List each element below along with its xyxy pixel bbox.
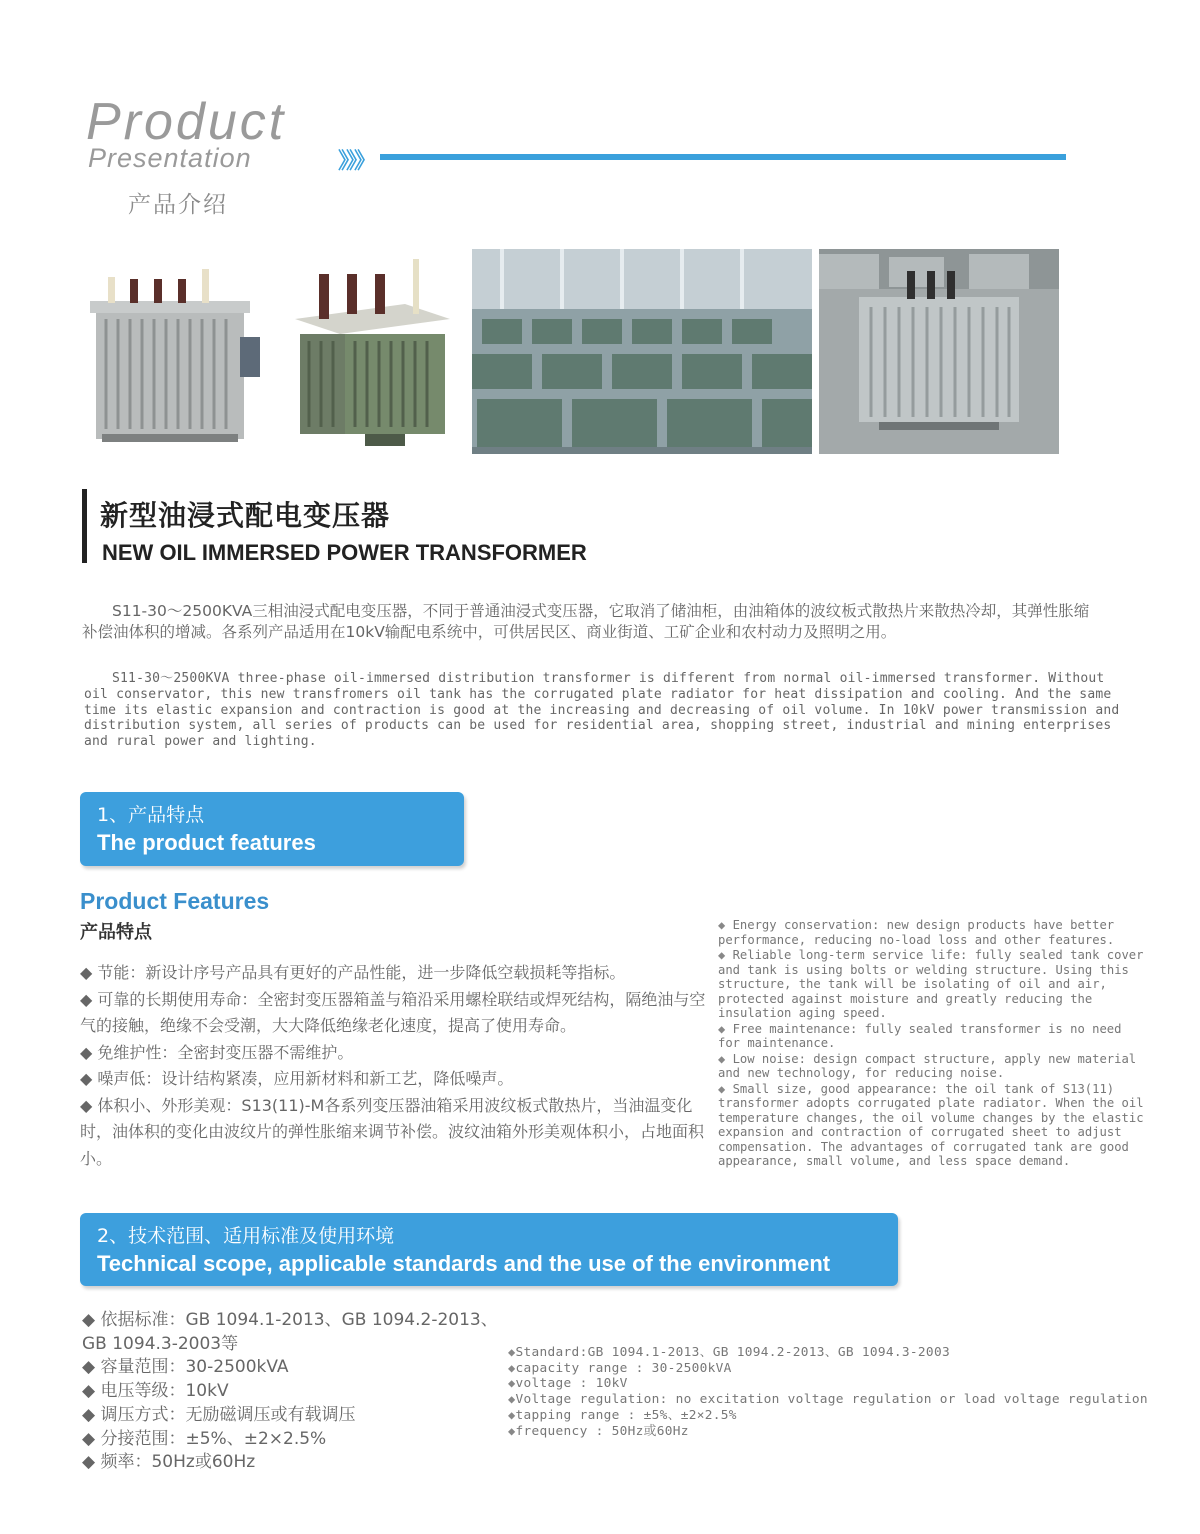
list-item: ◆Voltage regulation: no excitation voltage regulation or load voltage regulation: [508, 1392, 1148, 1408]
list-item: ◆ 调压方式：无励磁调压或有载调压: [82, 1404, 356, 1425]
diamond-bullet-icon: ◆: [508, 1407, 516, 1422]
list-item: ◆ 噪声低：设计结构紧凑，应用新材料和新工艺，降低噪声。: [80, 1069, 514, 1088]
product-title-cn: 新型油浸式配电变压器: [100, 499, 391, 532]
list-item: ◆capacity range : 30-2500kVA: [508, 1360, 732, 1376]
diamond-bullet-icon: ◆: [80, 1042, 93, 1062]
specs-list-cn: [82, 1309, 502, 1475]
features-list-cn: [80, 960, 710, 1172]
list-item: ◆ 分接范围：±5%、±2×2.5%: [82, 1428, 327, 1449]
list-item: ◆ Free maintenance: fully sealed transformer is no need for maintenance.: [718, 1021, 1122, 1050]
list-item: ◆tapping range : ±5%、±2×2.5%: [508, 1407, 737, 1423]
header-title-cn: 产品介绍: [128, 192, 228, 218]
list-item: ◆ Small size, good appearance: the oil tank of S13(11) transformer adopts corrugated plate radiator. When the oil temperature changes, the oil volume changes by the elastic expansion and contraction of corrugated sheet to adjust compensation. The advantages of corrugated tank are good appearance, small volume, and less space demand.: [718, 1081, 1144, 1168]
diamond-bullet-icon: ◆: [718, 1021, 726, 1036]
list-item: ◆ 体积小、外形美观：S13(11)-M各系列变压器油箱采用波纹板式散热片，当油温变化时，油体积的变化由波纹片的弹性胀缩来调节补偿。波纹油箱外形美观体积小，占地面积小。: [80, 1095, 705, 1168]
list-item: ◆Standard:GB 1094.1-2013、GB 1094.2-2013、GB 1094.3-2003: [508, 1345, 950, 1360]
section-header-technical: [80, 1213, 898, 1286]
product-title-en: NEW OIL IMMERSED POWER TRANSFORMER: [102, 540, 587, 565]
section-title-cn: 2、技术范围、适用标准及使用环境: [97, 1225, 395, 1247]
diamond-bullet-icon: ◆: [508, 1345, 516, 1359]
section-header-features: [80, 792, 464, 866]
features-list-en: [718, 918, 1148, 1170]
diamond-bullet-icon: ◆: [82, 1404, 96, 1425]
diamond-bullet-icon: ◆: [718, 948, 726, 962]
diamond-bullet-icon: ◆: [82, 1452, 96, 1473]
diamond-bullet-icon: ◆: [82, 1428, 96, 1449]
list-item: ◆frequency : 50Hz或60Hz: [508, 1423, 689, 1439]
features-subtitle-cn: 产品特点: [80, 922, 152, 943]
diamond-bullet-icon: ◆: [80, 989, 93, 1009]
product-image-4: [819, 249, 1059, 454]
header-title-presentation: Presentation: [88, 143, 252, 173]
diamond-bullet-icon: ◆: [80, 1095, 93, 1115]
list-item: ◆ 免维护性：全密封变压器不需维护。: [80, 1042, 354, 1062]
list-item: ◆ 节能：新设计序号产品具有更好的产品性能，进一步降低空载损耗等指标。: [80, 963, 626, 982]
diamond-bullet-icon: ◆: [508, 1392, 516, 1407]
chevron-right-icon: 》》》: [338, 149, 374, 174]
header-divider: [380, 154, 1066, 160]
diamond-bullet-icon: ◆: [508, 1360, 516, 1375]
section-title-en: Technical scope, applicable standards and the use of the environment: [97, 1251, 831, 1276]
diamond-bullet-icon: ◆: [718, 1081, 726, 1096]
list-item: ◆ 依据标准：GB 1094.1-2013、GB 1094.2-2013、GB 1094.3-2003等: [82, 1310, 498, 1354]
diamond-bullet-icon: ◆: [508, 1376, 516, 1391]
header-title-product: Product: [86, 93, 287, 151]
product-image-2: [285, 249, 460, 454]
product-image-3: [472, 249, 812, 454]
specs-list-en: [508, 1345, 1148, 1439]
list-item: ◆ Reliable long-term service life: fully sealed tank cover and tank is using bolts or welding structure. Using this structure, the tank will be isolating of oil and air, protected against moisture and greatly reducing the insulation aging speed.: [718, 948, 1144, 1020]
diamond-bullet-icon: ◆: [508, 1423, 516, 1438]
list-item: ◆voltage : 10kV: [508, 1376, 628, 1392]
list-item: ◆ 频率：50Hz或60Hz: [82, 1452, 256, 1473]
diamond-bullet-icon: ◆: [82, 1357, 96, 1378]
intro-text-en: S11-30～2500KVA three-phase oil-immersed distribution transformer is different from normal oil-immersed transformer. Without oil conservator, this new transfromers oil tank has the corrugated plate radiator for heat dissipation and cooling. And the same time its elastic expansion and contraction is good at the increasing and decreasing of oil volume. In 10kV power transmission and distribution system, all series of products can be used for residential area, shopping street, industrial and mining enterprises and rural power and lighting.: [84, 671, 1120, 750]
features-subtitle-en: Product Features: [80, 888, 270, 914]
diamond-bullet-icon: ◆: [80, 963, 93, 982]
list-item: ◆ 电压等级：10kV: [82, 1381, 229, 1402]
list-item: ◆ Low noise: design compact structure, apply new material and new technology, for reducing noise.: [718, 1051, 1137, 1080]
diamond-bullet-icon: ◆: [82, 1310, 96, 1330]
title-accent-bar: [82, 489, 87, 563]
list-item: ◆ 容量范围：30-2500kVA: [82, 1357, 289, 1378]
diamond-bullet-icon: ◆: [718, 918, 726, 932]
section-title-cn: 1、产品特点: [97, 804, 205, 826]
list-item: ◆ 可靠的长期使用寿命：全密封变压器箱盖与箱沿采用螺栓联结或焊死结构，隔绝油与空气的接触，绝缘不会受潮，大大降低绝缘老化速度，提高了使用寿命。: [80, 989, 706, 1035]
intro-text-cn: S11-30～2500KVA三相油浸式配电变压器，不同于普通油浸式变压器，它取消了储油柜，由油箱体的波纹板式散热片来散热冷却，其弹性胀缩补偿油体积的增减。各系列产品适用在10kV输配电系统中，可供居民区、商业街道、工矿企业和农村动力及照明之用。: [82, 602, 1090, 641]
diamond-bullet-icon: ◆: [82, 1381, 96, 1402]
diamond-bullet-icon: ◆: [718, 1051, 726, 1066]
list-item: ◆ Energy conservation: new design products have better performance, reducing no-load loss and other features.: [718, 918, 1115, 947]
product-image-1: [82, 249, 267, 454]
diamond-bullet-icon: ◆: [80, 1069, 93, 1088]
section-title-en: The product features: [97, 830, 316, 855]
